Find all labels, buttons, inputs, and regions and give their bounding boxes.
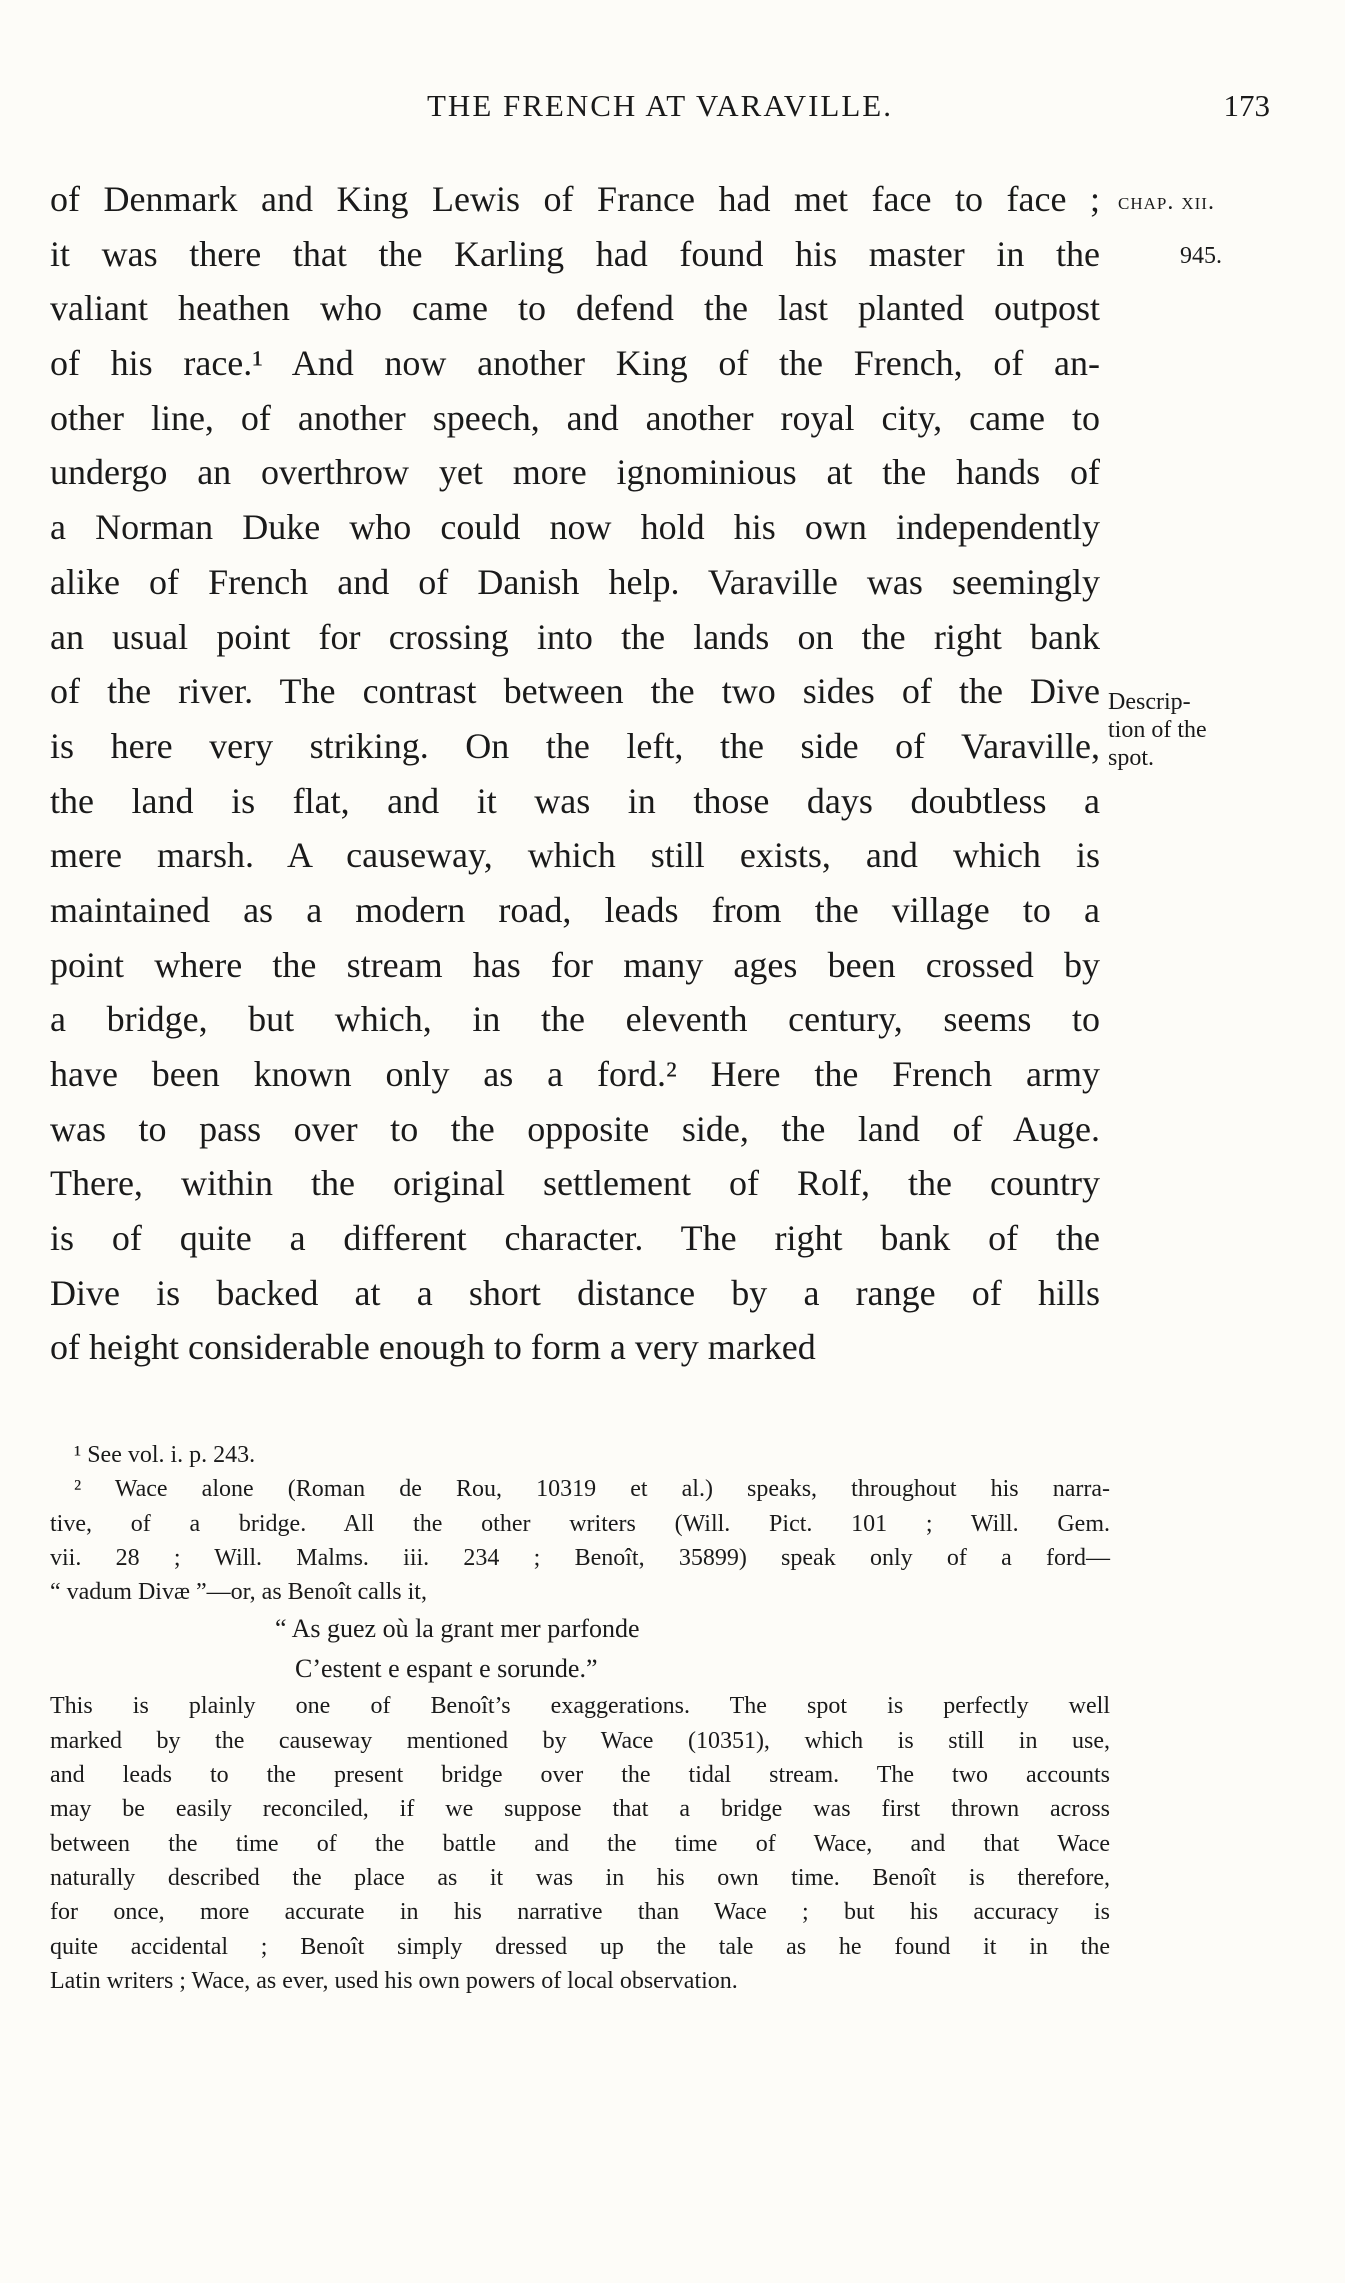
body-line: other line, of another speech, and another royal city, came to — [50, 397, 1100, 438]
footnotes — [50, 1438, 1110, 1998]
body-line: it was there that the Karling had found his master in the — [50, 233, 1100, 274]
footnote-2-line: tive, of a bridge. All the other writers (Will. Pict. 101 ; Will. Gem. — [50, 1510, 1110, 1537]
body-line: alike of French and of Danish help. Varaville was seemingly — [50, 561, 1100, 602]
margin-chapter: chap. xii. — [1118, 189, 1215, 215]
page-header — [50, 88, 1270, 132]
body-line: of the river. The contrast between the two sides of the Dive — [50, 671, 1100, 712]
body-line: of Denmark and King Lewis of France had met face to face ; — [50, 179, 1100, 219]
body-line: of his race.¹ And now another King of the French, of an- — [50, 343, 1100, 384]
footnote-2-continued-line: marked by the causeway mentioned by Wace (10351), which is still in use, — [50, 1727, 1110, 1754]
body-line: the land is flat, and it was in those days doubtless a — [50, 780, 1100, 821]
body-line: an usual point for crossing into the lands on the right bank — [50, 616, 1100, 657]
footnote-2-continued-line: naturally described the place as it was in his own time. Benoît is therefore, — [50, 1864, 1110, 1891]
footnote-2-continued-line: This is plainly one of Benoît’s exaggerations. The spot is perfectly well — [50, 1693, 1110, 1720]
body-line: undergo an overthrow yet more ignominious at the hands of — [50, 452, 1100, 493]
footnote-2-continued-line: quite accidental ; Benoît simply dressed up the tale as he found it in the — [50, 1933, 1110, 1960]
margin-description-line: tion of the — [1108, 717, 1207, 743]
body-line: is here very striking. On the left, the side of Varaville, — [50, 725, 1100, 766]
running-head: THE FRENCH AT VARAVILLE. — [427, 88, 893, 123]
body-line: a bridge, but which, in the eleventh century, seems to — [50, 999, 1100, 1040]
footnote-2-continued-line: may be easily reconciled, if we suppose that a bridge was first thrown across — [50, 1796, 1110, 1823]
footnote-2-continued-line: Latin writers ; Wace, as ever, used his own powers of local observation. — [50, 1967, 738, 1994]
body-line: have been known only as a ford.² Here the French army — [50, 1054, 1100, 1094]
body-line: was to pass over to the opposite side, the land of Auge. — [50, 1108, 1100, 1149]
verse-line: “ As guez où la grant mer parfonde — [275, 1614, 640, 1644]
footnote-2-continued-line: for once, more accurate in his narrative than Wace ; but his accuracy is — [50, 1899, 1110, 1926]
margin-description-line: Descrip- — [1108, 689, 1191, 715]
margin-description — [1108, 688, 1207, 772]
body-text — [50, 172, 1100, 1375]
page-number: 173 — [1223, 88, 1270, 123]
footnote-2-continued-line: and leads to the present bridge over the tidal stream. The two accounts — [50, 1762, 1110, 1789]
body-line: Dive is backed at a short distance by a range of hills — [50, 1272, 1100, 1313]
footnote-2-line: “ vadum Divæ ”—or, as Benoît calls it, — [50, 1579, 427, 1606]
body-line: of height considerable enough to form a very marked — [50, 1327, 816, 1368]
footnote-2-line: ² Wace alone (Roman de Rou, 10319 et al.) speaks, throughout his narra- — [74, 1476, 1110, 1503]
margin-year: 945. — [1180, 243, 1222, 269]
verse-line: C’estent e espant e sorunde.” — [295, 1654, 598, 1684]
body-line: a Norman Duke who could now hold his own independently — [50, 507, 1100, 548]
footnote-2-line: vii. 28 ; Will. Malms. iii. 234 ; Benoît, 35899) speak only of a ford— — [50, 1544, 1110, 1571]
footnote-1: ¹ See vol. i. p. 243. — [74, 1442, 256, 1468]
body-line: There, within the original settlement of Rolf, the country — [50, 1163, 1100, 1204]
body-line: point where the stream has for many ages been crossed by — [50, 944, 1100, 985]
body-line: mere marsh. A causeway, which still exists, and which is — [50, 835, 1100, 876]
body-line: maintained as a modern road, leads from the village to a — [50, 889, 1100, 930]
body-line: is of quite a different character. The right bank of the — [50, 1218, 1100, 1259]
body-line: valiant heathen who came to defend the last planted outpost — [50, 288, 1100, 329]
footnote-2-continued-line: between the time of the battle and the time of Wace, and that Wace — [50, 1830, 1110, 1857]
margin-description-line: spot. — [1108, 745, 1155, 771]
